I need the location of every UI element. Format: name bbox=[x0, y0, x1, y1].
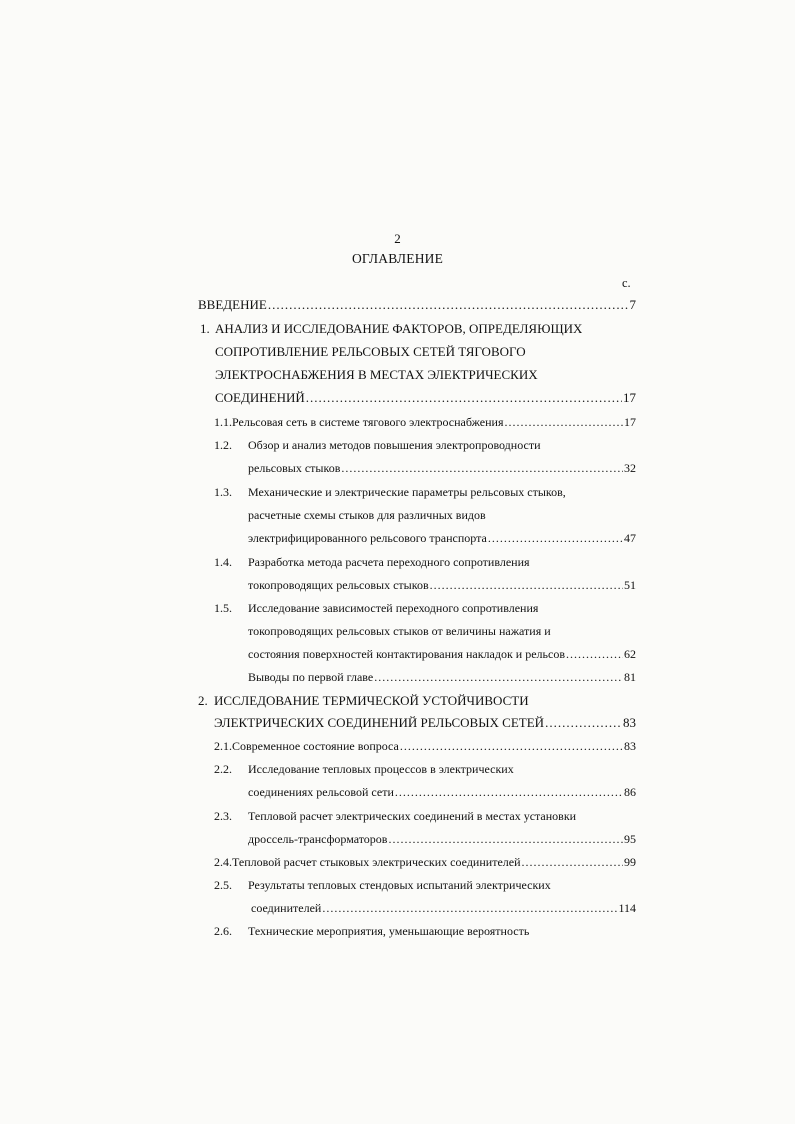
toc-entry-text: ЭЛЕКТРОСНАБЖЕНИЯ В МЕСТАХ ЭЛЕКТРИЧЕСКИХ bbox=[215, 367, 538, 382]
dot-leader bbox=[545, 714, 622, 732]
toc-entry-text: расчетные схемы стыков для различных видов bbox=[248, 508, 486, 522]
page-number: 2 bbox=[394, 231, 401, 246]
toc-line bbox=[214, 922, 529, 940]
toc-number: 2.4. bbox=[214, 855, 232, 869]
dot-leader bbox=[522, 853, 623, 871]
toc-entry-text: Выводы по первой главе bbox=[248, 670, 374, 684]
toc-entry-text: Механические и электрические параметры рельсовых стыков, bbox=[248, 485, 566, 499]
toc-entry-text: Рельсовая сеть в системе тягового электроснабжения bbox=[232, 415, 504, 429]
toc-line bbox=[214, 737, 636, 755]
dot-leader bbox=[374, 668, 623, 686]
dot-leader bbox=[400, 737, 623, 755]
toc-number: 2.3. bbox=[214, 809, 232, 823]
toc-page-number: 83 bbox=[624, 739, 636, 753]
toc-entry-text: ИССЛЕДОВАНИЕ ТЕРМИЧЕСКОЙ УСТОЙЧИВОСТИ bbox=[214, 693, 529, 708]
toc-line bbox=[215, 343, 526, 361]
toc-line bbox=[248, 459, 636, 477]
toc-line bbox=[214, 714, 636, 732]
toc-line bbox=[214, 853, 636, 871]
toc-entry-text: Современное состояние вопроса bbox=[232, 739, 399, 753]
toc-entry-text: токопроводящих рельсовых стыков bbox=[248, 578, 429, 592]
toc-line bbox=[214, 436, 541, 454]
toc-number: 1.5. bbox=[214, 601, 232, 615]
toc-line bbox=[214, 599, 538, 617]
toc-line bbox=[215, 366, 538, 384]
toc-line bbox=[198, 296, 636, 314]
toc-entry-text: АНАЛИЗ И ИССЛЕДОВАНИЕ ФАКТОРОВ, ОПРЕДЕЛЯЮЩИХ bbox=[215, 321, 583, 336]
toc-line bbox=[248, 506, 486, 524]
toc-page-number: 99 bbox=[624, 855, 636, 869]
toc-entry-text: ЭЛЕКТРИЧЕСКИХ СОЕДИНЕНИЙ РЕЛЬСОВЫХ СЕТЕЙ bbox=[214, 715, 545, 730]
toc-entry-text: Тепловой расчет стыковых электрических соединителей bbox=[232, 855, 521, 869]
dot-leader bbox=[566, 645, 623, 663]
toc-page-number: 17 bbox=[624, 415, 636, 429]
toc-page-number: 62 bbox=[624, 647, 636, 661]
toc-page-number: 114 bbox=[618, 901, 636, 915]
toc-entry-text: соединителей bbox=[251, 901, 322, 915]
toc-entry-text: ВВЕДЕНИЕ bbox=[198, 297, 267, 312]
toc-entry-text: Технические мероприятия, уменьшающие вероятность bbox=[248, 924, 530, 938]
toc-entry-text: Исследование тепловых процессов в электрических bbox=[248, 762, 514, 776]
dot-leader bbox=[306, 389, 622, 407]
dot-leader bbox=[430, 576, 623, 594]
toc-line bbox=[214, 483, 566, 501]
toc-line bbox=[214, 553, 530, 571]
toc-entry-text: Обзор и анализ методов повышения электропроводности bbox=[248, 438, 541, 452]
toc-number: 2.2. bbox=[214, 762, 232, 776]
toc-number: 2.6. bbox=[214, 924, 232, 938]
dot-leader bbox=[395, 783, 623, 801]
toc-number: 1.2. bbox=[214, 438, 232, 452]
toc-title: ОГЛАВЛЕНИЕ bbox=[351, 251, 444, 266]
toc-page-number: 32 bbox=[624, 461, 636, 475]
page-column-label: с. bbox=[622, 276, 631, 290]
dot-leader bbox=[388, 830, 623, 848]
dot-leader bbox=[322, 899, 617, 917]
toc-number: 2.5. bbox=[214, 878, 232, 892]
toc-line bbox=[248, 622, 551, 640]
toc-line bbox=[248, 645, 636, 663]
toc-line bbox=[214, 807, 576, 825]
toc-page-number: 47 bbox=[624, 531, 636, 545]
dot-leader bbox=[268, 296, 629, 314]
toc-page-number: 95 bbox=[624, 832, 636, 846]
toc-entry-text: соединениях рельсовой сети bbox=[248, 785, 394, 799]
toc-page-number: 17 bbox=[623, 390, 636, 405]
toc-number: 2.1. bbox=[214, 739, 232, 753]
toc-entry-text: Исследование зависимостей переходного сопротивления bbox=[248, 601, 539, 615]
dot-leader bbox=[488, 529, 623, 547]
toc-line bbox=[214, 760, 514, 778]
toc-page-number: 51 bbox=[624, 578, 636, 592]
toc-line bbox=[198, 692, 529, 710]
toc-number: 1.1. bbox=[214, 415, 232, 429]
toc-entry-text: электрифицированного рельсового транспорта bbox=[248, 531, 487, 545]
toc-line bbox=[248, 529, 636, 547]
toc-entry-text: токопроводящих рельсовых стыков от величины нажатия и bbox=[248, 624, 551, 638]
toc-entry-text: состояния поверхностей контактирования накладок и рельсов bbox=[248, 647, 565, 661]
toc-line bbox=[251, 899, 636, 917]
toc-page-number: 7 bbox=[629, 297, 636, 312]
toc-line bbox=[248, 668, 636, 686]
toc-entry-text: рельсовых стыков bbox=[248, 461, 341, 475]
dot-leader bbox=[504, 413, 623, 431]
toc-line bbox=[248, 576, 636, 594]
toc-line bbox=[248, 830, 636, 848]
toc-line bbox=[215, 389, 636, 407]
toc-line bbox=[214, 876, 551, 894]
toc-page-number: 83 bbox=[623, 715, 636, 730]
toc-line bbox=[214, 413, 636, 431]
toc-entry-text: СОЕДИНЕНИЙ bbox=[215, 390, 305, 405]
toc-entry-text: Результаты тепловых стендовых испытаний электрических bbox=[248, 878, 551, 892]
toc-number: 1.3. bbox=[214, 485, 232, 499]
toc-number: 1.4. bbox=[214, 555, 232, 569]
toc-page-number: 86 bbox=[624, 785, 636, 799]
toc-entry-text: Разработка метода расчета переходного сопротивления bbox=[248, 555, 530, 569]
toc-page-number: 81 bbox=[624, 670, 636, 684]
dot-leader bbox=[341, 459, 623, 477]
toc-entry-text: дроссель-трансформаторов bbox=[248, 832, 388, 846]
toc-entry-text: Тепловой расчет электрических соединений в местах установки bbox=[248, 809, 577, 823]
toc-entry-text: СОПРОТИВЛЕНИЕ РЕЛЬСОВЫХ СЕТЕЙ ТЯГОВОГО bbox=[215, 344, 526, 359]
toc-number: 1. bbox=[200, 321, 210, 336]
toc-line bbox=[200, 320, 582, 338]
toc-number: 2. bbox=[198, 693, 208, 708]
toc-line bbox=[248, 783, 636, 801]
